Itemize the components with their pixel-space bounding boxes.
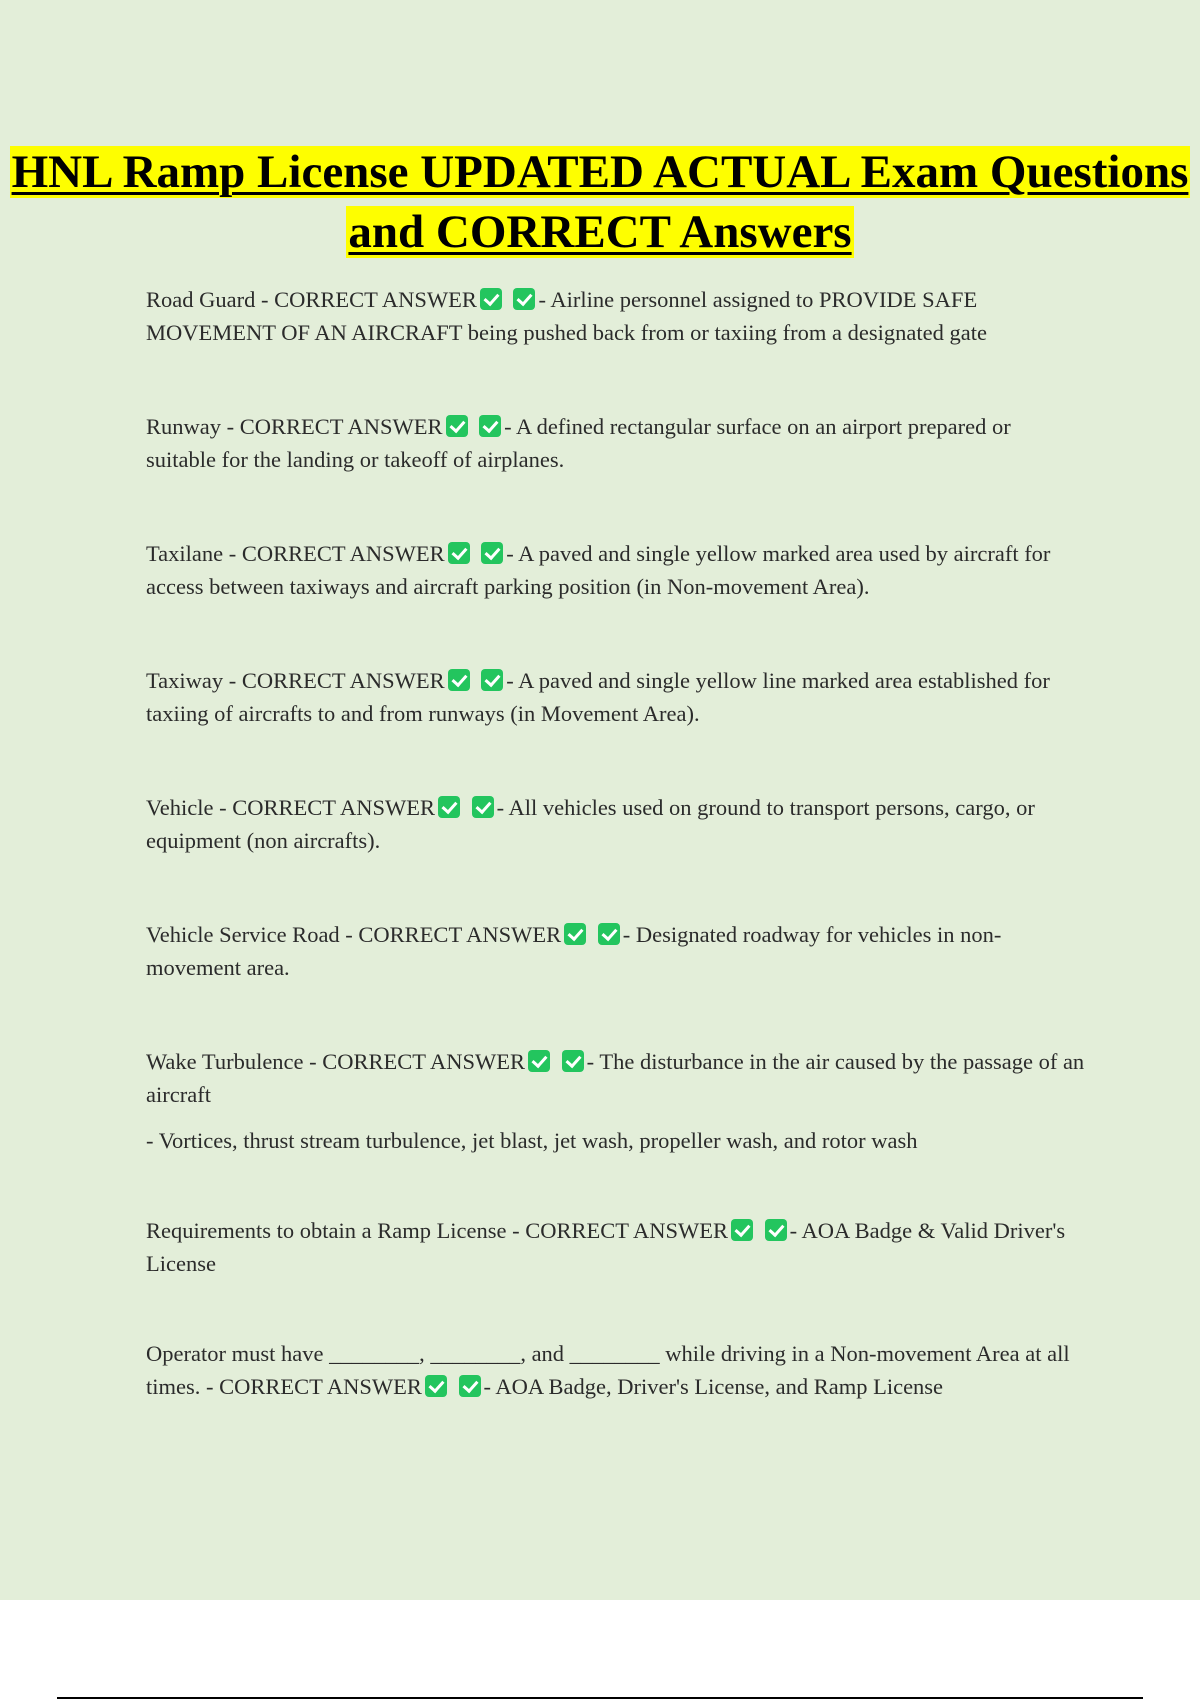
qa-entry xyxy=(146,283,1086,349)
correct-answer-label: CORRECT ANSWER xyxy=(219,1374,422,1399)
check-mark-icon xyxy=(481,542,503,564)
footer-divider xyxy=(57,1697,1143,1699)
entry-term: Vehicle Service Road - xyxy=(146,922,359,947)
check-mark-icon xyxy=(446,415,468,437)
check-mark-icon xyxy=(598,923,620,945)
entry-answer: - Airline personnel assigned to PROVIDE SAFE MOVEMENT OF AN AIRCRAFT being pushed back from or taxiing from a designated gate xyxy=(146,287,987,345)
check-mark-icon xyxy=(481,669,503,691)
check-mark-icon xyxy=(459,1375,481,1397)
entry-answer: - All vehicles used on ground to transport persons, cargo, or equipment (non aircrafts). xyxy=(146,795,1035,853)
entry-term: Road Guard - xyxy=(146,287,275,312)
entry-answer: - AOA Badge, Driver's License, and Ramp License xyxy=(483,1374,944,1399)
check-mark-icon xyxy=(425,1375,447,1397)
entry-term: Vehicle - xyxy=(146,795,233,820)
entry-term: Taxilane - xyxy=(146,541,242,566)
correct-answer-label: CORRECT ANSWER xyxy=(274,287,477,312)
correct-answer-label: CORRECT ANSWER xyxy=(525,1218,729,1243)
qa-entry xyxy=(146,791,1086,857)
check-mark-icon xyxy=(438,796,460,818)
check-mark-icon xyxy=(528,1050,550,1072)
qa-entry xyxy=(146,1045,1086,1111)
entry-term: Taxiway - xyxy=(146,668,242,693)
document-title: HNL Ramp License UPDATED ACTUAL Exam Questions and CORRECT Answers xyxy=(11,146,1189,258)
correct-answer-label: CORRECT ANSWER xyxy=(241,668,445,693)
correct-answer-label: CORRECT ANSWER xyxy=(232,795,435,820)
qa-entry xyxy=(146,410,1086,476)
correct-answer-label: CORRECT ANSWER xyxy=(322,1049,526,1074)
check-mark-icon xyxy=(472,796,494,818)
check-mark-icon xyxy=(562,1050,584,1072)
entry-answer: - Designated roadway for vehicles in non-movement area. xyxy=(146,922,1002,980)
entry-term: Wake Turbulence - xyxy=(146,1049,323,1074)
correct-answer-label: CORRECT ANSWER xyxy=(358,922,562,947)
title-block xyxy=(0,142,1200,262)
correct-answer-label: CORRECT ANSWER xyxy=(239,414,443,439)
entry-term: Requirements to obtain a Ramp License - xyxy=(146,1218,526,1243)
check-mark-icon xyxy=(731,1219,753,1241)
entry-term: Runway - xyxy=(146,414,240,439)
qa-entry xyxy=(146,664,1086,730)
entry-answer: - The disturbance in the air caused by the passage of an aircraft xyxy=(146,1049,1085,1107)
correct-answer-label: CORRECT ANSWER xyxy=(241,541,445,566)
qa-entry xyxy=(146,1214,1086,1280)
qa-list xyxy=(146,283,1086,1403)
entry-term: Operator must have ________, ________, and ________ while driving in a Non-movement Area at all times. - xyxy=(146,1341,1070,1399)
check-mark-icon xyxy=(765,1219,787,1241)
entry-answer: - AOA Badge & Valid Driver's License xyxy=(146,1218,1066,1276)
qa-entry xyxy=(146,537,1086,603)
check-mark-icon xyxy=(448,542,470,564)
check-mark-icon xyxy=(513,288,535,310)
qa-entry xyxy=(146,918,1086,984)
check-mark-icon xyxy=(564,923,586,945)
entry-answer: - A paved and single yellow marked area used by aircraft for access between taxiways and aircraft parking position (in Non-movement Area). xyxy=(146,541,1051,599)
entry-extra-note: - Vortices, thrust stream turbulence, jet blast, jet wash, propeller wash, and rotor wash xyxy=(146,1128,918,1153)
check-mark-icon xyxy=(448,669,470,691)
qa-entry xyxy=(146,1337,1086,1403)
check-mark-icon xyxy=(480,288,502,310)
check-mark-icon xyxy=(479,415,501,437)
entry-answer: - A defined rectangular surface on an airport prepared or suitable for the landing or takeoff of airplanes. xyxy=(146,414,1011,472)
entry-answer: - A paved and single yellow line marked area established for taxiing of aircrafts to and from runways (in Movement Area). xyxy=(146,668,1050,726)
